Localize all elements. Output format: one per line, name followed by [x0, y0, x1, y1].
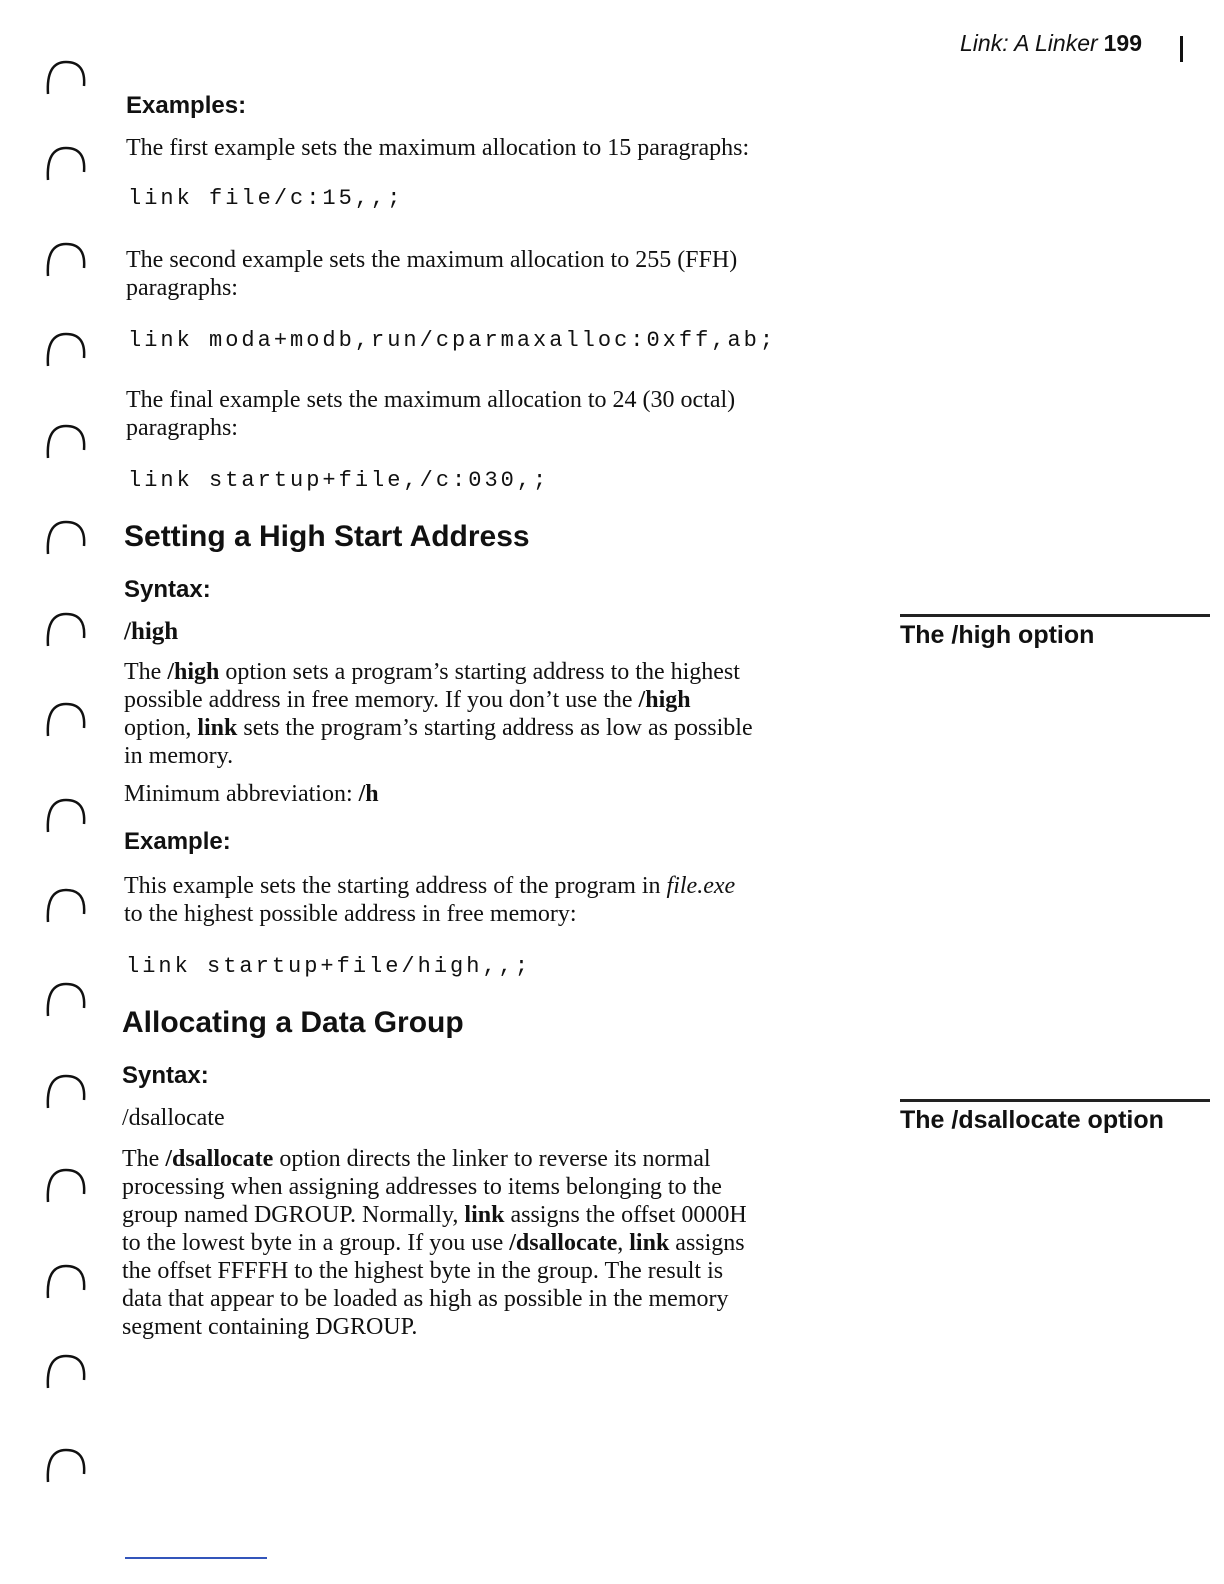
syntax-high: /high: [124, 618, 179, 645]
high-example-line-1: This example sets the starting address of the program in file.exe: [124, 873, 736, 899]
binder-ring-icon: [40, 240, 90, 288]
dsallocate-paragraph-line-5: the offset FFFFH to the highest byte in the group. The result is: [122, 1258, 724, 1284]
high-example-line-2: to the highest possible address in free memory:: [124, 901, 577, 927]
binder-ring-icon: [40, 518, 90, 566]
binder-ring-icon: [40, 796, 90, 844]
section-title-dsallocate: Allocating a Data Group: [122, 1006, 464, 1039]
example-paragraph-3-line-2: paragraphs:: [126, 415, 238, 441]
syntax-dsallocate: /dsallocate: [122, 1105, 225, 1131]
high-paragraph-line-4: in memory.: [124, 743, 234, 769]
binder-ring-icon: [40, 1352, 90, 1400]
section-title-high: Setting a High Start Address: [124, 520, 530, 553]
syntax-heading-dsallocate: Syntax:: [122, 1062, 209, 1089]
dsallocate-paragraph-line-2: processing when assigning addresses to items belonging to the: [122, 1174, 722, 1200]
binder-ring-icon: [40, 1446, 90, 1494]
binder-ring-icon: [40, 980, 90, 1028]
binder-ring-icon: [40, 144, 90, 192]
minimum-abbreviation-high: Minimum abbreviation: /h: [124, 781, 379, 807]
code-example-3: link startup+file,/c:030,;: [128, 468, 550, 493]
binder-ring-icon: [40, 1262, 90, 1310]
footer-rule: [125, 1557, 267, 1559]
binder-ring-icon: [40, 886, 90, 934]
high-paragraph-line-2: possible address in free memory. If you don’t use the /high: [124, 687, 691, 713]
example-paragraph-2-line-1: The second example sets the maximum allocation to 255 (FFH): [126, 247, 738, 273]
binder-ring-icon: [40, 700, 90, 748]
binder-ring-icon: [40, 330, 90, 378]
code-example-high: link startup+file/high,,;: [126, 954, 532, 979]
dsallocate-paragraph-line-6: data that appear to be loaded as high as possible in the memory: [122, 1286, 729, 1312]
high-paragraph-line-1: The /high option sets a program’s starting address to the highest: [124, 659, 740, 685]
margin-rule-high: [900, 614, 1210, 617]
binder-ring-icon: [40, 610, 90, 658]
header-rule: [1180, 36, 1183, 62]
examples-heading: Examples:: [126, 92, 247, 119]
margin-note-dsallocate: The /dsallocate option: [900, 1106, 1164, 1134]
example-paragraph-2-line-2: paragraphs:: [126, 275, 238, 301]
dsallocate-paragraph-line-4: to the lowest byte in a group. If you use /dsallocate, link assigns: [122, 1230, 745, 1256]
binder-ring-icon: [40, 1072, 90, 1120]
page-number: 199: [1103, 30, 1143, 56]
high-paragraph-line-3: option, link sets the program’s starting address as low as possible: [124, 715, 753, 741]
dsallocate-paragraph-line-7: segment containing DGROUP.: [122, 1314, 418, 1340]
code-example-1: link file/c:15,,;: [128, 186, 404, 211]
syntax-heading-high: Syntax:: [124, 576, 211, 603]
example-heading-high: Example:: [124, 828, 231, 855]
example-paragraph-1: The first example sets the maximum allocation to 15 paragraphs:: [126, 135, 750, 161]
dsallocate-paragraph-line-1: The /dsallocate option directs the linker to reverse its normal: [122, 1146, 711, 1172]
binder-ring-icon: [40, 58, 90, 106]
dsallocate-paragraph-line-3: group named DGROUP. Normally, link assigns the offset 0000H: [122, 1202, 747, 1228]
header-title: Link: A Linker: [960, 30, 1098, 56]
binder-ring-icon: [40, 1166, 90, 1214]
running-header: [960, 30, 1142, 57]
code-example-2: link moda+modb,run/cparmaxalloc:0xff,ab;: [128, 328, 777, 353]
example-paragraph-3-line-1: The final example sets the maximum allocation to 24 (30 octal): [126, 387, 736, 413]
margin-note-high: The /high option: [900, 621, 1095, 649]
margin-rule-dsallocate: [900, 1099, 1210, 1102]
binder-ring-icon: [40, 422, 90, 470]
